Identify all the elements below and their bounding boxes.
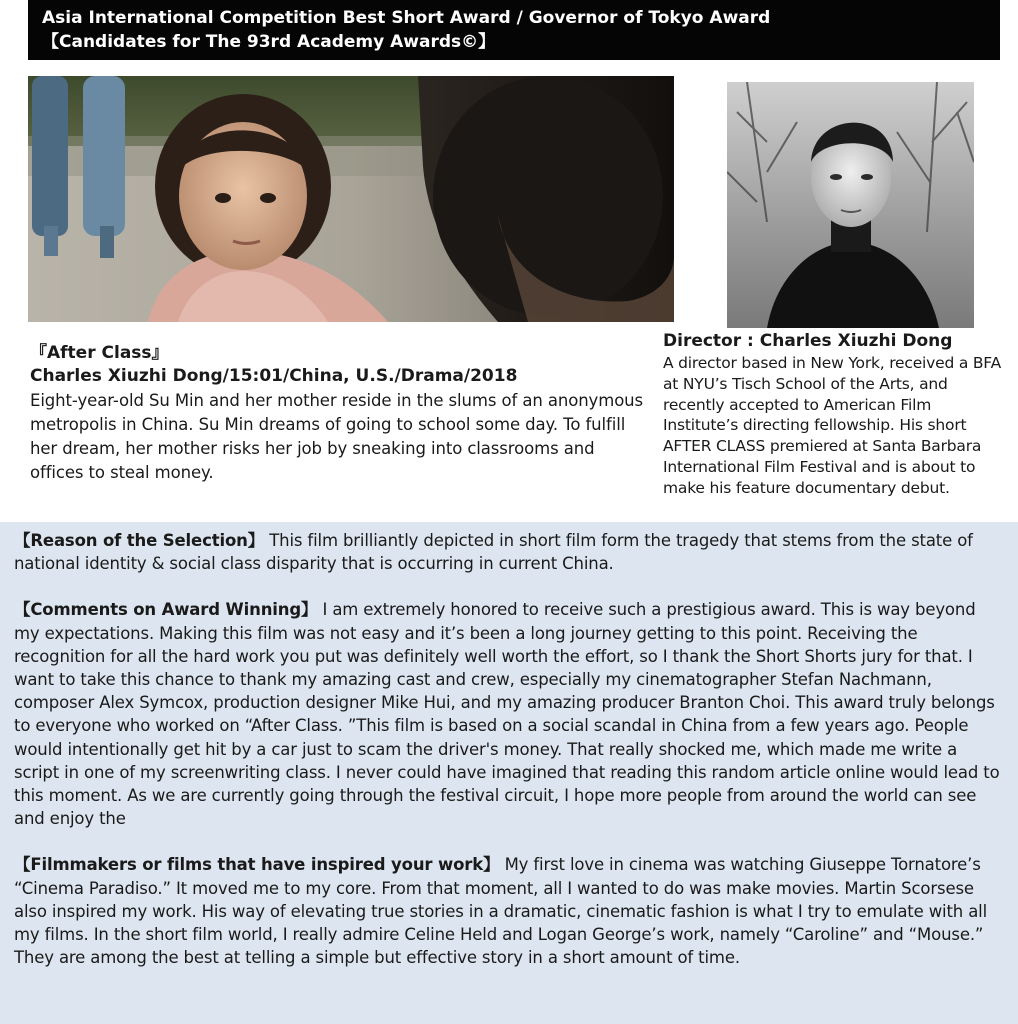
selection-reason-paragraph (14, 529, 1004, 575)
film-synopsis: Eight-year-old Su Min and her mother reside in the slums of an anonymous metropolis in China. Su Min dreams of going to school some day. To fulfill her dream, her mother risks her job by sneaking into classrooms and offices to steal money. (30, 391, 644, 482)
award-header (28, 0, 1000, 60)
section-body: This film brilliantly depicted in short film form the tragedy that stems from the state of national identity & social class disparity that is occurring in current China. (14, 531, 973, 574)
section-body: I am extremely honored to receive such a prestigious award. This is way beyond my expectations. Making this film was not easy and it’s been a long journey getting to this point. Receiving the recognition for all the hard work you put was definitely well worth the effort, so I thank the Short Shorts jury for that. I want to take this chance to thank my amazing cast and crew, especially my cinematographer Stefan Nachmann, composer Alex Symcox, production designer Mike Hui, and my amazing producer Branton Choi. This award truly belongs to everyone who worked on “After Class. ”This film is based on a social scandal in China from a few years ago. People would intentionally get hit by a car just to scam the driver's money. That really shocked me, which made me write a script in one of my screenwriting class. I never could have imagined that reading this random article online would lead to this moment. As we are currently going through the festival circuit, I hope more people from around the world can see and enjoy the (14, 600, 1000, 829)
film-title: 『After Class』 (30, 343, 169, 363)
director-bio: A director based in New York, received a BFA at NYU’s Tisch School of the Arts, and recently accepted to American Film Institute’s directing fellowship. His short AFTER CLASS premiered at Santa Barbara International Film Festival and is about to make his feature documentary debut. (663, 354, 1001, 497)
film-credits: Charles Xiuzhi Dong/15:01/China, U.S./Drama/2018 (30, 366, 518, 386)
director-name: Director : Charles Xiuzhi Dong (663, 331, 953, 351)
info-panel (0, 522, 1018, 1024)
award-comments-paragraph (14, 598, 1004, 830)
section-heading: 【Reason of the Selection】 (14, 531, 265, 550)
section-heading: 【Comments on Award Winning】 (14, 600, 318, 620)
director-portrait-image (727, 82, 974, 328)
academy-candidate-note: 【Candidates for The 93rd Academy Awards©】 (42, 32, 496, 52)
inspirations-paragraph (14, 853, 1004, 969)
award-title: Asia International Competition Best Short Award / Governor of Tokyo Award (42, 8, 771, 28)
section-body: My first love in cinema was watching Giuseppe Tornatore’s “Cinema Paradiso.” It moved me to my core. From that moment, all I wanted to do was make movies. Martin Scorsese also inspired my work. His way of elevating true stories in a dramatic, cinematic fashion is what I try to emulate with all my films. In the short film world, I really admire Celine Held and Logan George’s work, namely “Caroline” and “Mouse.” They are among the best at telling a simple but effective story in a short amount of time. (14, 855, 988, 968)
section-heading: 【Filmmakers or films that have inspired your work】 (14, 855, 500, 875)
film-still-image (28, 76, 674, 322)
